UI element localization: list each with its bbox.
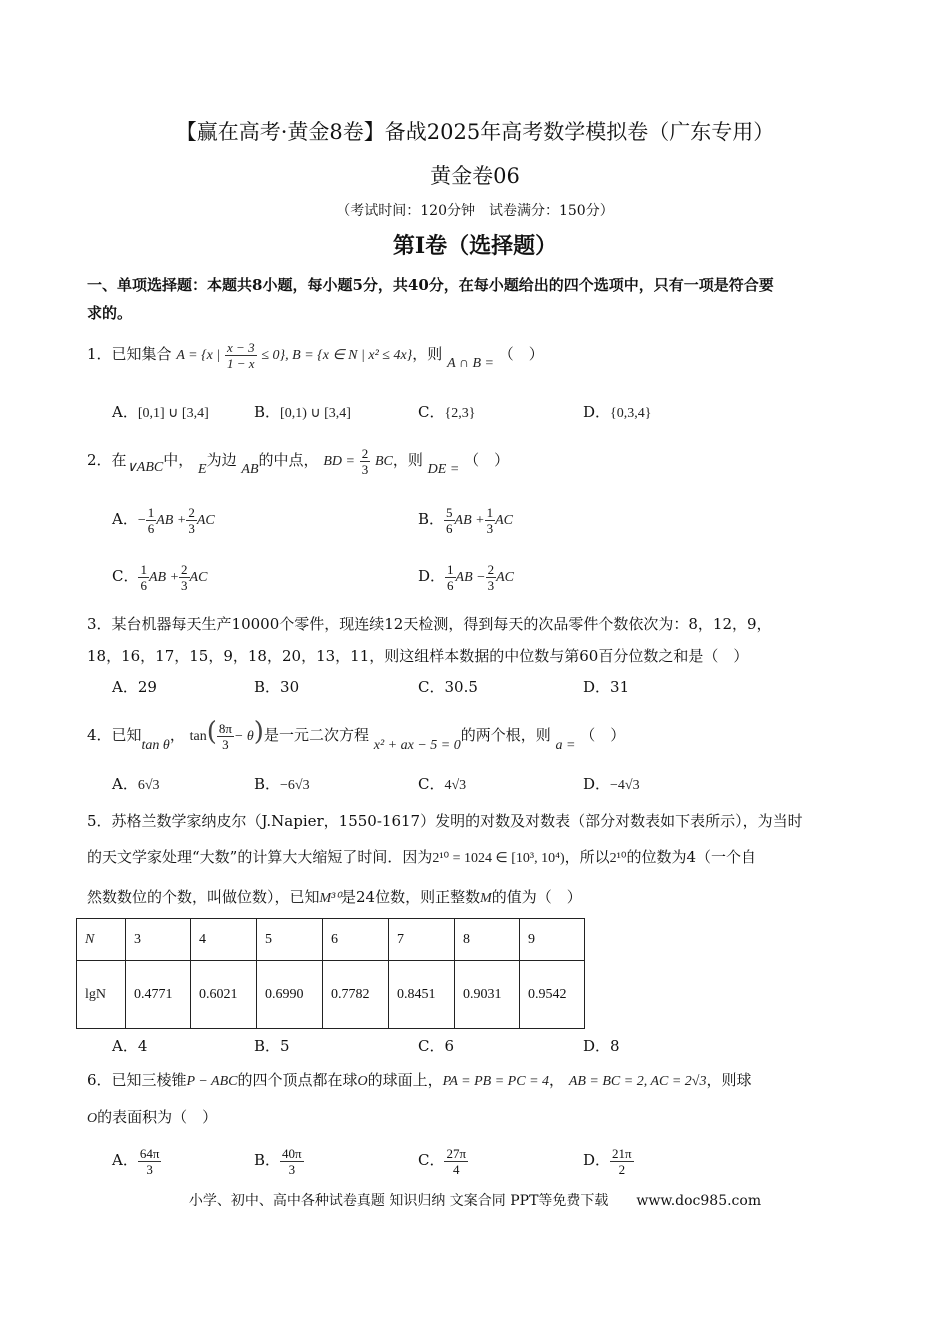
section-title: 第I卷（选择题） (392, 233, 558, 259)
q1-paren: （ ） (498, 345, 544, 363)
q6-option-d: D． $\frac{21\pi}{2}$ (583, 1145, 632, 1177)
q2-triangle: ∨ABC (126, 460, 164, 475)
q4-option-c: C．4√3 (418, 775, 467, 793)
q5-option-c: C．6 (418, 1037, 455, 1055)
q4-option-d: D．−4√3 (583, 775, 640, 793)
main-title: 【赢在高考·黄金8卷】备战2025年高考数学模拟卷（广东专用） (175, 120, 775, 144)
q5-line3: 然数数位的个数，叫做位数），已知M³⁰是24位数，则正整数M的值为（ ） (87, 888, 582, 906)
q4-option-b: B．−6√3 (254, 775, 310, 793)
q5-option-b: B．5 (254, 1037, 290, 1055)
q3-option-b: B．30 (254, 678, 300, 696)
q5-option-d: D．8 (583, 1037, 620, 1055)
q1-then: ，则 (412, 345, 443, 363)
q1-frac-den: 1 − x (227, 355, 255, 371)
log-table-value-row: lgN 0.4771 0.6021 0.6990 0.7782 0.8451 0.9031 0.9542 (77, 961, 585, 1029)
q1-set-a: A = {x | (176, 348, 221, 363)
sub-title: 黄金卷06 (430, 164, 520, 188)
q6-line1: 6．已知三棱锥P − ABC的四个顶点都在球O的球面上，PA = PB = PC = 4， AB = BC = 2, AC = 2√3，则球 (87, 1071, 752, 1089)
q2-option-b: B． $\frac{5}{6}$ AB + $\frac{1}{3}$ AC (418, 504, 513, 536)
q1-set-a-end: ≤ 0} (261, 348, 286, 363)
q5-option-a: A．4 (112, 1037, 148, 1055)
q2-option-c: C． $\frac{1}{6}$ AB + $\frac{2}{3}$ AC (112, 561, 208, 593)
q1-option-b: B．[0,1) ∪ [3,4] (254, 403, 351, 421)
footer-text: 小学、初中、高中各种试卷真题 知识归纳 文案合同 PPT等免费下载 www.doc985.com (188, 1193, 762, 1209)
q1-set-b: , B = {x ∈ N | x² ≤ 4x} (285, 348, 413, 363)
log-table (76, 918, 585, 1029)
q1-option-c: C．{2,3} (418, 403, 476, 421)
q2-option-d: D． $\frac{1}{6}$ AB − $\frac{2}{3}$ AC (418, 561, 514, 593)
q2-fraction: $\frac{2}{3}$ (361, 445, 369, 477)
log-table-head-row: N 3 4 5 6 7 8 9 (77, 919, 585, 961)
q6-option-a: A． $\frac{64\pi}{3}$ (112, 1145, 160, 1177)
q3-option-a: A．29 (112, 678, 157, 696)
exam-info: （考试时间：120分钟 试卷满分：150分） (336, 203, 614, 219)
q6-option-b: B． $\frac{40\pi}{3}$ (254, 1145, 302, 1177)
q1-expr: A ∩ B = (447, 356, 494, 371)
q1-frac-num: x − 3 (227, 339, 255, 355)
q1-option-d: D．{0,3,4} (583, 403, 652, 421)
instructions-line1: 一、单项选择题：本题共8小题，每小题5分，共40分，在每小题给出的四个选项中，只有一项是符合要 (87, 276, 774, 294)
q6-option-c: C． $\frac{27\pi}{4}$ (418, 1145, 467, 1177)
q5-line1: 5．苏格兰数学家纳皮尔（J.Napier，1550-1617）发明的对数及对数表（部分对数表如下表所示），为当时 (87, 812, 803, 830)
q3-option-d: D．31 (583, 678, 630, 696)
q4-stem: 4．已知tan θ， tan( $\frac{8\pi}{3}$ − θ)是一元二次方程 x² + ax − 5 = 0的两个根，则 a = （ ） (87, 717, 626, 753)
q2-option-a: A．− $\frac{1}{6}$ AB + $\frac{2}{3}$ AC (112, 504, 215, 536)
q3-line2: 18，16，17，15，9，18，20，13，11，则这组样本数据的中位数与第60百分位数之和是（ ） (87, 647, 749, 665)
q3-option-c: C．30.5 (418, 678, 478, 696)
q1-stem (87, 334, 544, 376)
instructions-line2: 求的。 (87, 304, 133, 322)
q6-line2: O的表面积为（ ） (87, 1108, 218, 1126)
q5-line2: 的天文学家处理“大数”的计算大大缩短了时间．因为2¹⁰ = 1024 ∈ [10³, 10⁴)，所以2¹⁰的位数为4（一个自 (87, 848, 757, 866)
q4-option-a: A．6√3 (112, 775, 160, 793)
q1-fraction (225, 340, 257, 371)
q1-prefix: 1．已知集合 (87, 345, 172, 363)
q2-stem: 2．在∨ABC中， E为边 AB的中点， BD = $\frac{2}{3}$ BC，则 DE = （ ） (87, 445, 510, 477)
q3-line1: 3．某台机器每天生产10000个零件，现连续12天检测，得到每天的次品零件个数依次为：8，12，9， (87, 615, 772, 633)
q1-option-a: A．[0,1] ∪ [3,4] (112, 403, 209, 421)
